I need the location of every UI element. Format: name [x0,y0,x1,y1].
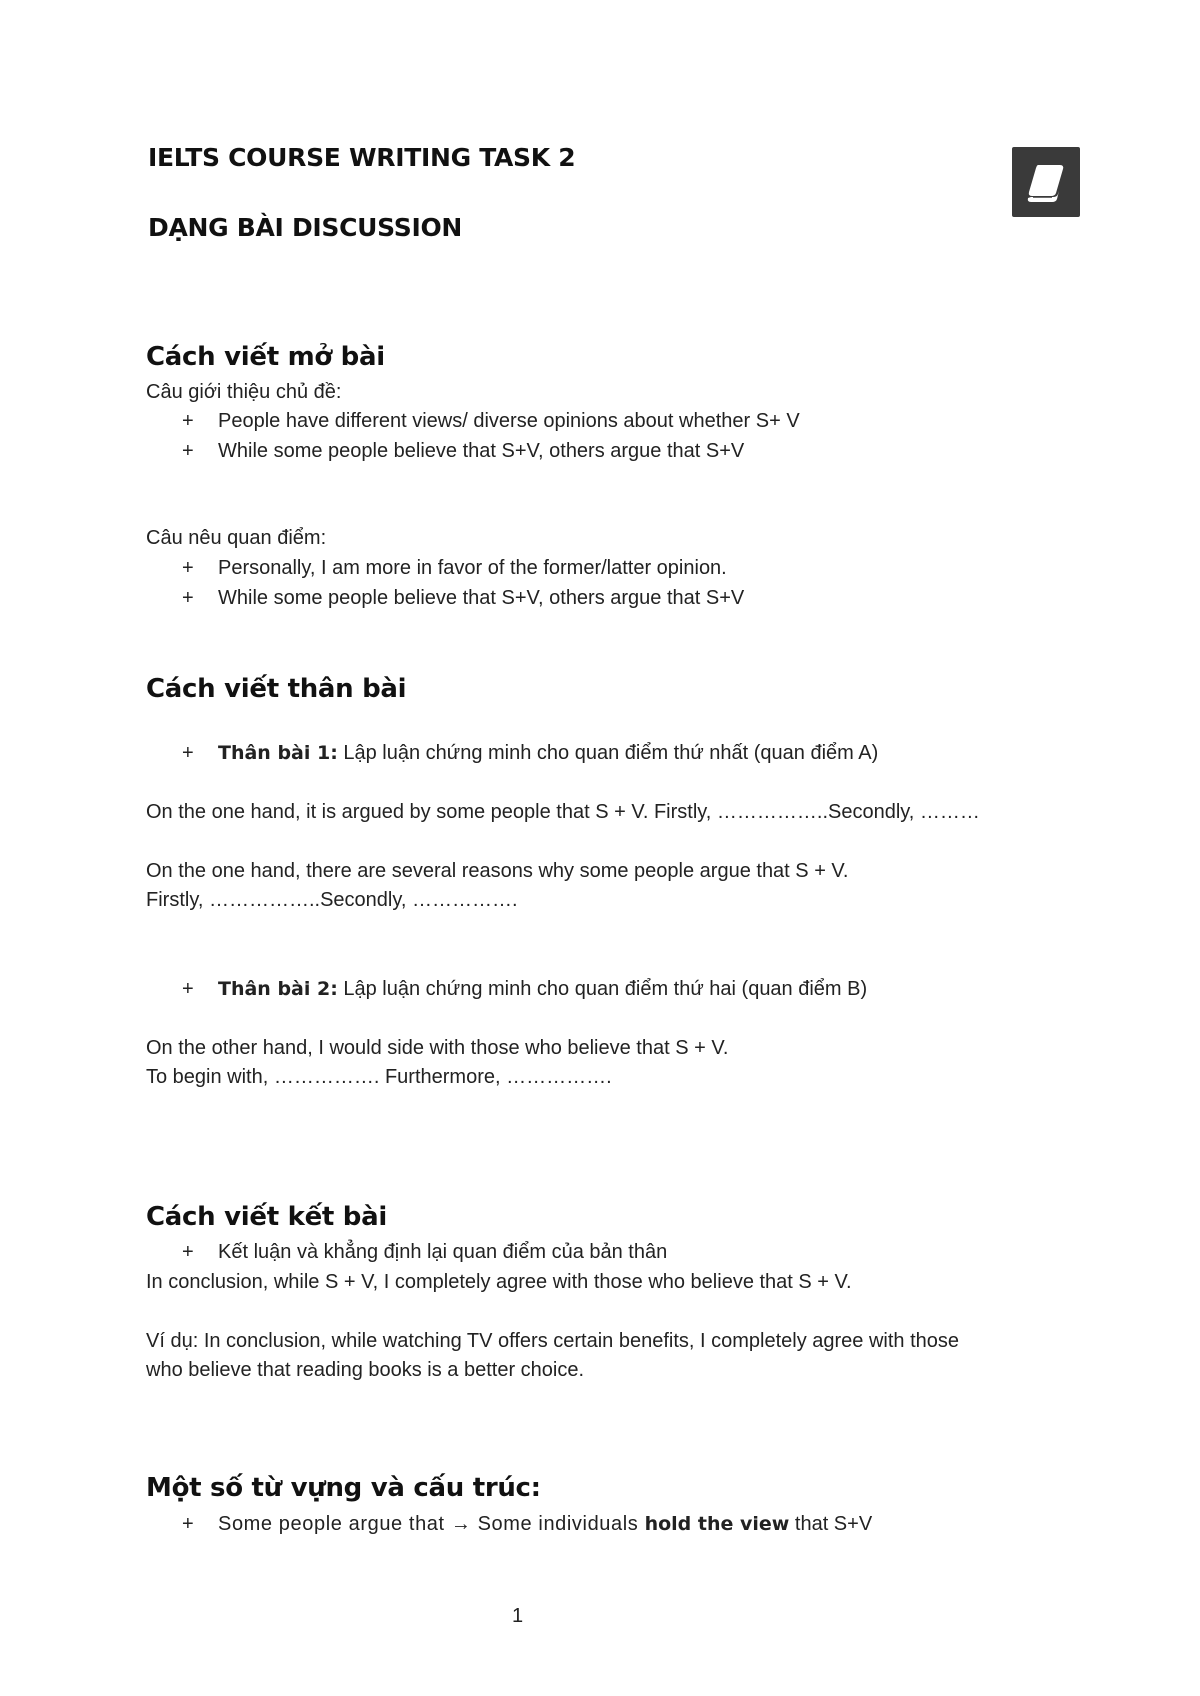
conclusion-item: Kết luận và khẳng định lại quan điểm của bản thân [218,1241,668,1263]
body-2-item [218,978,867,1001]
bullet-marker: + [182,557,194,579]
vocab-item-bold: hold the view [644,1513,790,1535]
opinion-label: Câu nêu quan điểm: [146,527,327,549]
topic-label: Câu giới thiệu chủ đề: [146,381,342,403]
body-2-text: Lập luận chứng minh cho quan điểm thứ hai (quan điểm B) [337,978,868,1000]
opinion-item-1: Personally, I am more in favor of the former/latter opinion. [218,557,727,579]
example-line-2: who believe that reading books is a better choice. [146,1359,585,1381]
bullet-marker: + [182,440,194,462]
book-icon [1012,147,1080,217]
conclusion-heading: Cách viết kết bài [146,1202,387,1232]
body-2-label: Thân bài 2: [218,978,338,1000]
body-1-label: Thân bài 1: [218,742,338,764]
bullet-marker: + [182,742,194,764]
body-2-line-1: On the other hand, I would side with those who believe that S + V. [146,1037,729,1059]
body-heading: Cách viết thân bài [146,674,407,704]
body-1-text: Lập luận chứng minh cho quan điểm thứ nhất (quan điểm A) [337,742,879,764]
bullet-marker: + [182,587,194,609]
vocab-item-post: that S+V [789,1513,873,1535]
body-2-line-2: To begin with, ……………. Furthermore, ……………. [146,1066,612,1088]
bullet-marker: + [182,1241,194,1263]
bullet-marker: + [182,410,194,432]
body-1-line-2: On the one hand, there are several reasons why some people argue that S + V. [146,860,849,882]
body-1-line-1: On the one hand, it is argued by some people that S + V. Firstly, ……………..Secondly, ……… [146,801,980,823]
vocab-item [218,1513,872,1536]
conclusion-line: In conclusion, while S + V, I completely agree with those who believe that S + V. [146,1271,852,1293]
topic-item-1: People have different views/ diverse opinions about whether S+ V [218,410,800,432]
vocab-heading: Một số từ vựng và cấu trúc: [146,1473,541,1503]
opinion-item-2: While some people believe that S+V, others argue that S+V [218,587,745,609]
example-line-1: Ví dụ: In conclusion, while watching TV offers certain benefits, I completely agree with those [146,1330,960,1352]
document-title: IELTS COURSE WRITING TASK 2 [148,143,576,172]
topic-item-2: While some people believe that S+V, others argue that S+V [218,440,745,462]
intro-heading: Cách viết mở bài [146,342,385,372]
page-number: 1 [512,1605,524,1627]
vocab-item-pre: Some people argue that → Some individuals [218,1513,645,1535]
document-subtitle: DẠNG BÀI DISCUSSION [148,213,463,242]
body-1-item [218,742,878,765]
body-1-line-3: Firstly, ……………..Secondly, ……………. [146,889,518,911]
bullet-marker: + [182,1513,194,1535]
bullet-marker: + [182,978,194,1000]
